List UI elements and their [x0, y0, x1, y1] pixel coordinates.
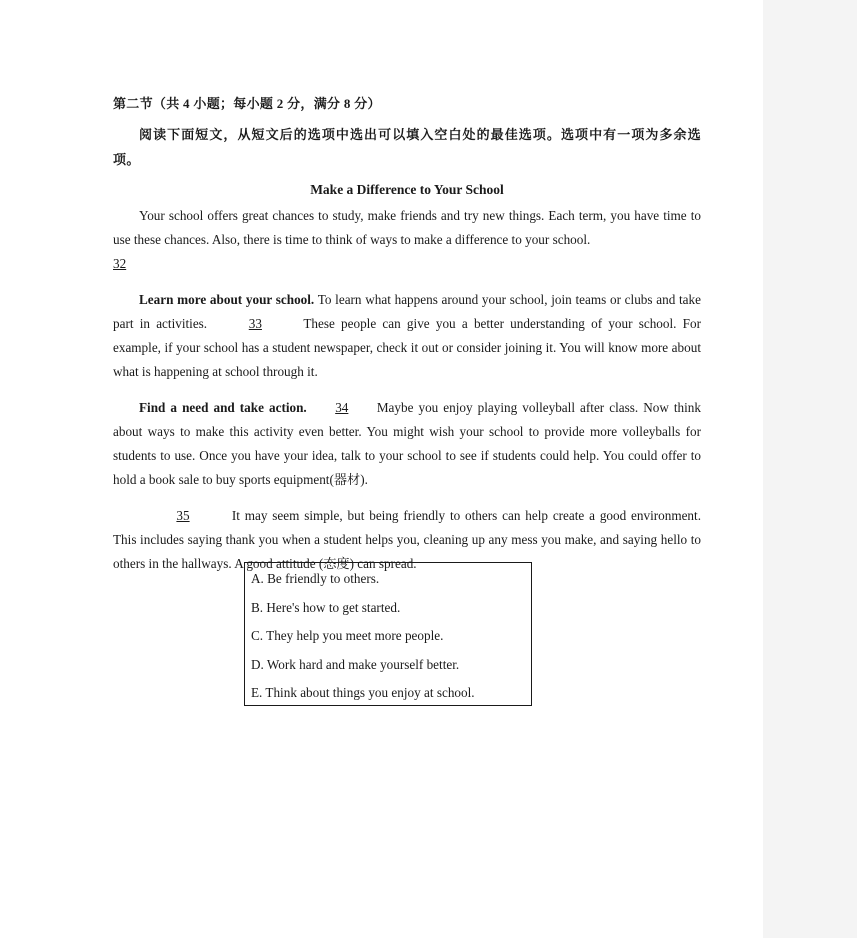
paragraph-4-after: It may seem simple, but being friendly to others can help create a good environment. This includes saying thank you when a student helps you, cleaning up any mess you make, and saying hello to others in the hallways. A good attitude (态度) can spread. — [113, 508, 701, 571]
instruction-text: 阅读下面短文，从短文后的选项中选出可以填入空白处的最佳选项。选项中有一项为多余选项。 — [113, 127, 701, 167]
blank-35: 35 — [176, 508, 190, 523]
option-a: A. Be friendly to others. — [251, 571, 380, 586]
paragraph-1-text: Your school offers great chances to study, make friends and try new things. Each term, you have time to use these chances. Also, there is time to think of ways to make a difference to your school. — [113, 208, 701, 247]
paragraph-2-after: These people can give you a better understanding of your school. For example, if your school has a student newspaper, check it out or consider joining it. You will know more about what is happening at school through it. — [113, 316, 701, 379]
option-b: B. Here's how to get started. — [251, 599, 401, 615]
paragraph-3-lead: Find a need and take action. — [139, 400, 307, 415]
exam-page — [113, 92, 701, 576]
blank-33: 33 — [248, 316, 262, 331]
paragraph-3 — [113, 396, 701, 492]
blank-34: 34 — [335, 400, 349, 415]
option-c: C. They help you meet more people. — [251, 628, 444, 644]
paragraph-2-before: To learn what happens around your school, join teams or clubs and take part in activities. — [113, 292, 701, 331]
section-title: 第二节（共 4 小题；每小题 2 分，满分 8 分） — [113, 96, 381, 111]
option-e: E. Think about things you enjoy at school. — [251, 685, 475, 701]
paragraph-2-lead: Learn more about your school. — [139, 292, 315, 307]
options-box — [244, 562, 532, 706]
option-d: D. Work hard and make yourself better. — [251, 656, 460, 672]
paragraph-2 — [113, 288, 701, 384]
paragraph-3-after: Maybe you enjoy playing volleyball after class. Now think about ways to make this activity even better. You might wish your school to provide more volleyballs for students to use. Once you have your idea, talk to your school to see if students could help. You could offer to hold a book sale to buy sports equipment(器材). — [113, 400, 701, 487]
paragraph-1 — [113, 204, 701, 276]
blank-32: 32 — [113, 256, 127, 271]
passage-title: Make a Difference to Your School — [310, 182, 504, 197]
right-margin-strip — [763, 0, 857, 938]
